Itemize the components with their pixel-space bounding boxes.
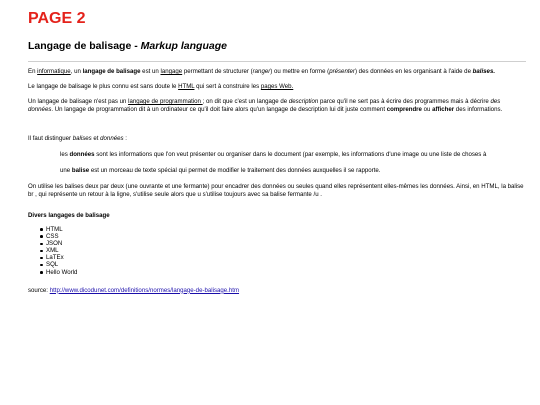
prog-text-3: parce qu'il ne sert pas à écrire des programmes mais à décrire	[318, 98, 491, 105]
intro-ranger: ranger	[252, 68, 271, 75]
prog-text-1: Un langage de balisage n'est pas un	[28, 98, 129, 105]
donnees-definition	[28, 151, 526, 159]
distinguish-text-3: :	[123, 135, 127, 142]
prog-text-4: . Un langage de programmation dit à un ordinateur ce qu'il doit faire alors qu'un langage de description lui dit juste comment	[51, 106, 387, 113]
intro-text-4: permettant de structurer (	[182, 68, 253, 75]
title-main: Langage de balisage -	[28, 40, 141, 52]
source-link[interactable]: http://www.dicodunet.com/definitions/normes/langage-de-balisage.htm	[49, 286, 240, 294]
list-item: CSS	[40, 233, 526, 240]
list-item: LaTEx	[40, 254, 526, 261]
page-title	[28, 40, 526, 53]
languages-heading: Divers langages de balisage	[28, 212, 110, 219]
intro-balises: balises.	[472, 68, 496, 75]
html-paragraph	[28, 83, 526, 91]
html-link[interactable]: HTML	[178, 83, 195, 90]
languages-list	[28, 226, 526, 276]
title-divider	[28, 61, 526, 62]
intro-presenter: présenter	[329, 68, 355, 75]
informatique-link[interactable]: informatique	[37, 68, 71, 75]
intro-text-5: ) ou mettre en forme (	[270, 68, 330, 75]
intro-text-2: , un	[70, 68, 83, 75]
title-italic: Markup language	[140, 40, 227, 52]
balise-definition	[28, 167, 526, 175]
list-item: HTML	[40, 226, 526, 233]
distinguish-text-2: et	[91, 135, 101, 142]
distinguish-donnees: données	[100, 135, 124, 142]
distinguish-text-1: Il faut distinguer	[28, 135, 73, 142]
donnees-text-2: sont les informations que l'on veut présenter ou organiser dans le document (par exemple, les informations d'une image ou une liste de choses à	[94, 151, 487, 158]
list-item: Hello World	[40, 269, 526, 276]
programming-paragraph	[28, 98, 526, 114]
distinguish-balises: balises	[72, 135, 92, 142]
balise-text-1: une	[60, 167, 72, 174]
donnees-term: données	[69, 151, 95, 158]
prog-text-2: ; on dit que c'est un langage de	[202, 98, 289, 105]
list-item: JSON	[40, 240, 526, 247]
source-line	[28, 287, 526, 295]
source-label: source:	[28, 286, 50, 294]
balise-text-2: est un morceau de texte spécial qui permet de modifier le traitement des données auxquelles il se rapporte.	[89, 167, 381, 174]
prog-description: description	[288, 98, 319, 105]
intro-text-6: ) des données en les organisant à l'aide de	[354, 68, 473, 75]
distinguish-paragraph	[28, 135, 526, 143]
intro-paragraph	[28, 68, 526, 76]
list-item: XML	[40, 247, 526, 254]
donnees-text-1: les	[60, 151, 70, 158]
intro-bold-term: langage de balisage	[82, 68, 141, 75]
page-tag: PAGE 2	[28, 10, 86, 27]
intro-text-1: En	[28, 68, 38, 75]
langage-link[interactable]: langage	[160, 68, 183, 75]
prog-donnees: des données	[28, 98, 501, 113]
list-item: SQL	[40, 261, 526, 268]
balise-term: balise	[71, 167, 90, 174]
pages-web-link[interactable]: pages Web.	[260, 83, 294, 90]
html-text-1: Le langage de balisage le plus connu est sans doute le	[28, 83, 179, 90]
prog-comprendre: comprendre	[386, 106, 422, 113]
prog-text-6: des informations.	[454, 106, 503, 113]
prog-afficher: afficher	[432, 106, 455, 113]
programmation-link[interactable]: langage de programmation	[128, 98, 203, 105]
html-text-2: qui sert à construire les	[194, 83, 261, 90]
intro-text-3: est un	[140, 68, 161, 75]
usage-paragraph: On utilise les balises deux par deux (une ouvrante et une fermante) pour encadrer des données ou seules quand elles représentent elles-mêmes les données. Ainsi, en HTML, la balise br , qui représente un retour à la ligne, s'utilise seule alors que u s'utilise toujours avec sa balise fermante /u .	[28, 183, 524, 198]
prog-text-5: ou	[421, 106, 433, 113]
